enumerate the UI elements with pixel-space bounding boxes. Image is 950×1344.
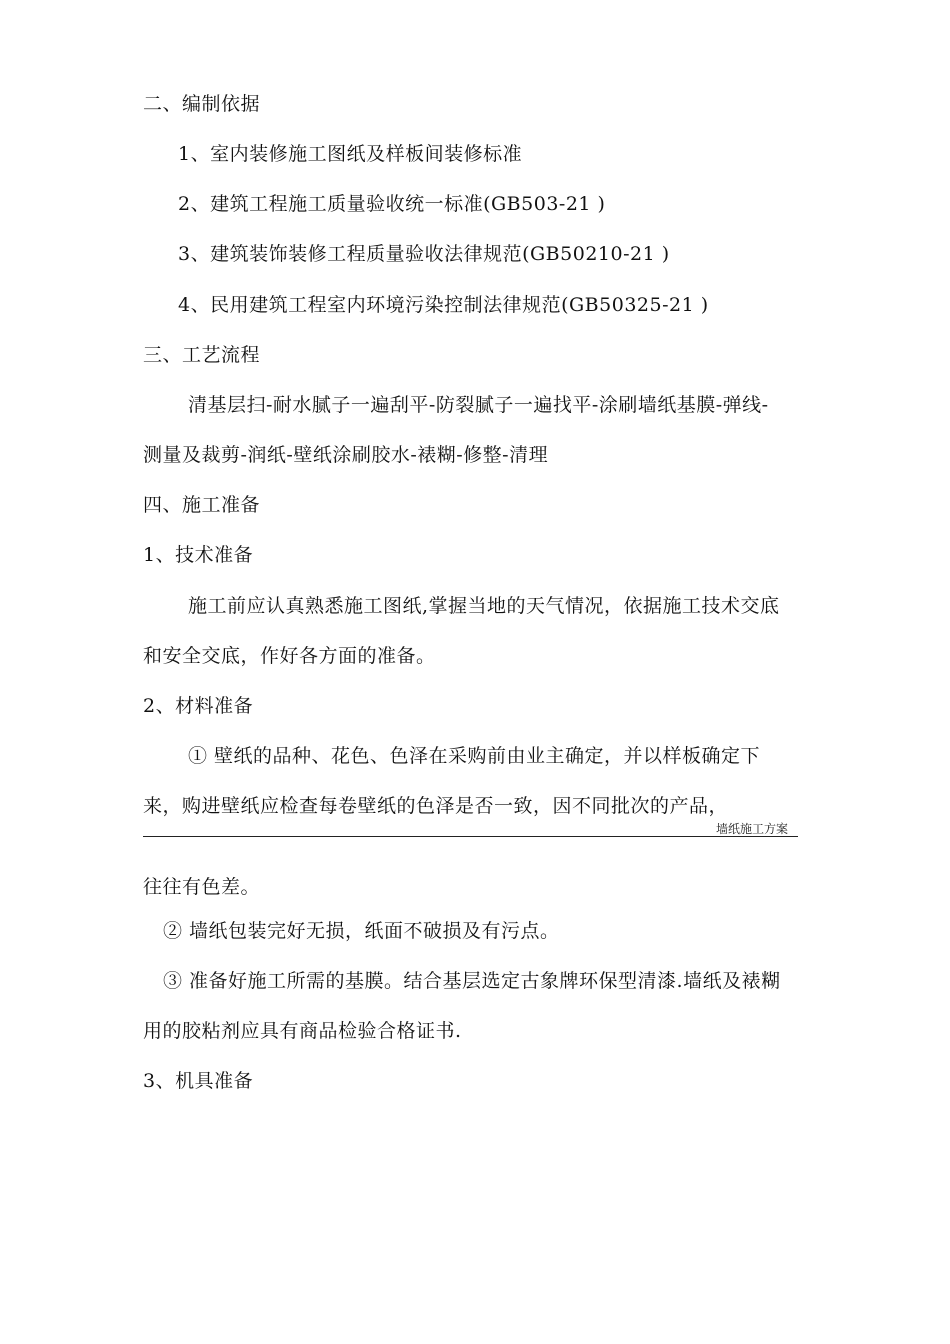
material-item-3-line-2: 用的胶粘剂应具有商品检验合格证书. — [143, 1020, 462, 1042]
material-item-2: ② 墙纸包装完好无损，纸面不破损及有污点。 — [163, 920, 560, 942]
process-text-line-1: 清基层扫-耐水腻子一遍刮平-防裂腻子一遍找平-涂刷墙纸基膜-弹线- — [188, 394, 769, 416]
page-footer-rule — [143, 836, 798, 837]
process-text-line-2: 测量及裁剪-润纸-壁纸涂刷胶水-裱糊-修整-清理 — [143, 444, 549, 466]
basis-item-1: 1、室内装修施工图纸及样板间装修标准 — [178, 143, 523, 165]
basis-item-2: 2、建筑工程施工质量验收统一标准(GB503-21 ) — [178, 193, 606, 215]
tech-text-line-2: 和安全交底，作好各方面的准备。 — [143, 645, 436, 667]
section-heading-process: 三、工艺流程 — [143, 344, 261, 366]
section-heading-preparation: 四、施工准备 — [143, 494, 261, 516]
material-item-1-continuation: 往往有色差。 — [143, 876, 261, 898]
subheading-tech-preparation: 1、技术准备 — [143, 544, 254, 566]
subheading-tools-preparation: 3、机具准备 — [143, 1070, 254, 1092]
basis-item-3: 3、建筑装饰装修工程质量验收法律规范(GB50210-21 ) — [178, 243, 670, 265]
page-footer-label: 墙纸施工方案 — [716, 822, 789, 836]
subheading-material-preparation: 2、材料准备 — [143, 695, 254, 717]
material-item-3-line-1: ③ 准备好施工所需的基膜。结合基层选定古象牌环保型清漆.墙纸及裱糊 — [163, 970, 781, 992]
tech-text-line-1: 施工前应认真熟悉施工图纸,掌握当地的天气情况，依据施工技术交底 — [188, 595, 780, 617]
material-item-1-line-1: ① 壁纸的品种、花色、色泽在采购前由业主确定，并以样板确定下 — [188, 745, 761, 767]
basis-item-4: 4、民用建筑工程室内环境污染控制法律规范(GB50325-21 ) — [178, 294, 709, 316]
section-heading-basis: 二、编制依据 — [143, 93, 261, 115]
material-item-1-line-2: 来，购进壁纸应检查每卷壁纸的色泽是否一致，因不同批次的产品， — [143, 795, 729, 817]
